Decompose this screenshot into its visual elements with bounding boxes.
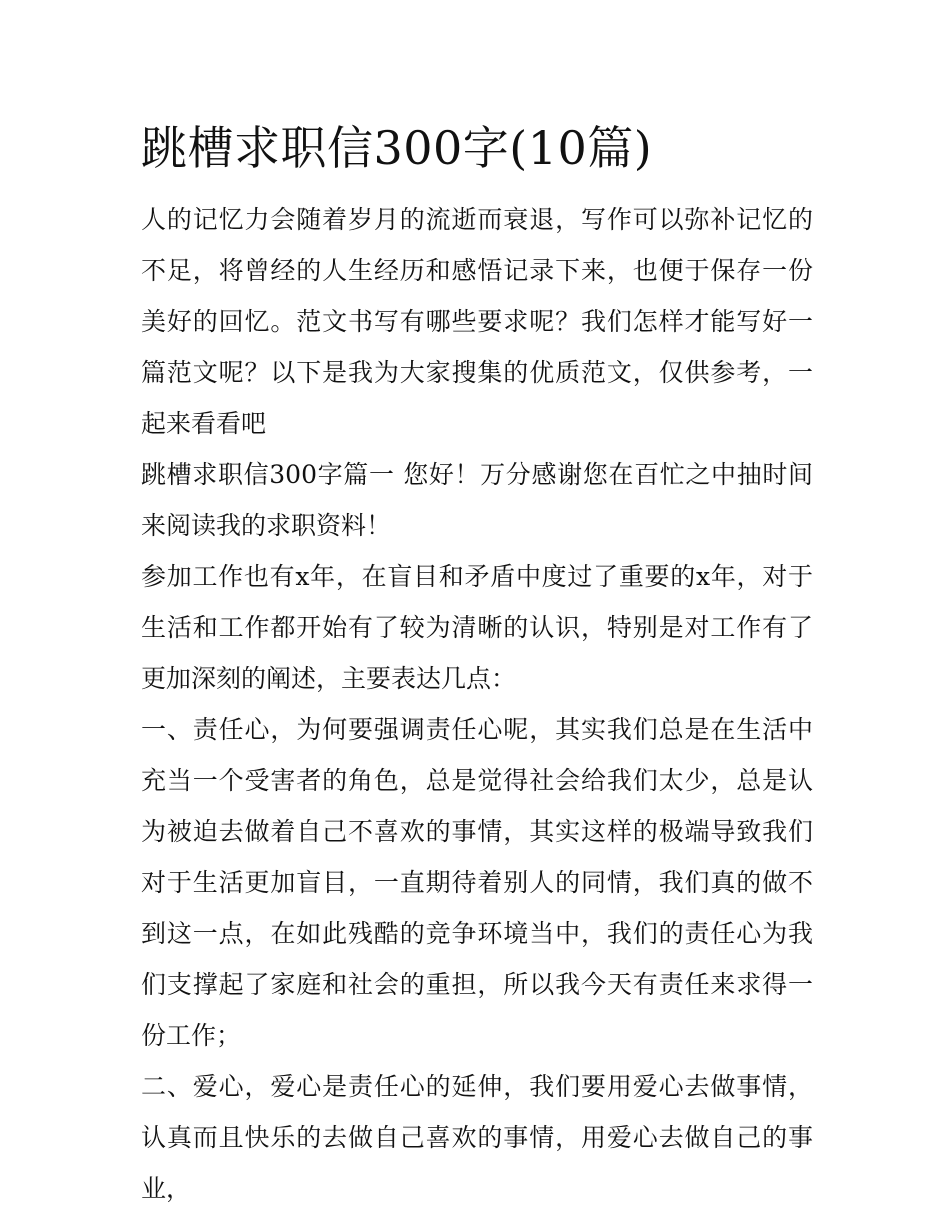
letter-heading-paragraph: 跳槽求职信300字篇一 您好！万分感谢您在百忙之中抽时间来阅读我的求职资料！	[141, 460, 813, 540]
document-body	[141, 112, 813, 1214]
document-title: 跳槽求职信300字(10篇)	[141, 121, 653, 175]
love-paragraph: 二、爱心，爱心是责任心的延伸，我们要用爱心去做事情，认真而且快乐的去做自己喜欢的事情，用爱心去做自己的事业，	[141, 1072, 813, 1203]
experience-paragraph: 参加工作也有x年，在盲目和矛盾中度过了重要的x年，对于生活和工作都开始有了较为清晰的认识，特别是对工作有了更加深刻的阐述，主要表达几点：	[141, 562, 813, 693]
intro-paragraph: 人的记忆力会随着岁月的流逝而衰退，写作可以弥补记忆的不足，将曾经的人生经历和感悟记录下来，也便于保存一份美好的回忆。范文书写有哪些要求呢？我们怎样才能写好一篇范文呢？以下是我为大家搜集的优质范文，仅供参考，一起来看看吧	[141, 205, 813, 438]
responsibility-paragraph: 一、责任心，为何要强调责任心呢，其实我们总是在生活中充当一个受害者的角色，总是觉得社会给我们太少，总是认为被迫去做着自己不喜欢的事情，其实这样的极端导致我们对于生活更加盲目，一直期待着别人的同情，我们真的做不到这一点，在如此残酷的竞争环境当中，我们的责任心为我们支撑起了家庭和社会的重担，所以我今天有责任来求得一份工作；	[141, 715, 813, 1050]
